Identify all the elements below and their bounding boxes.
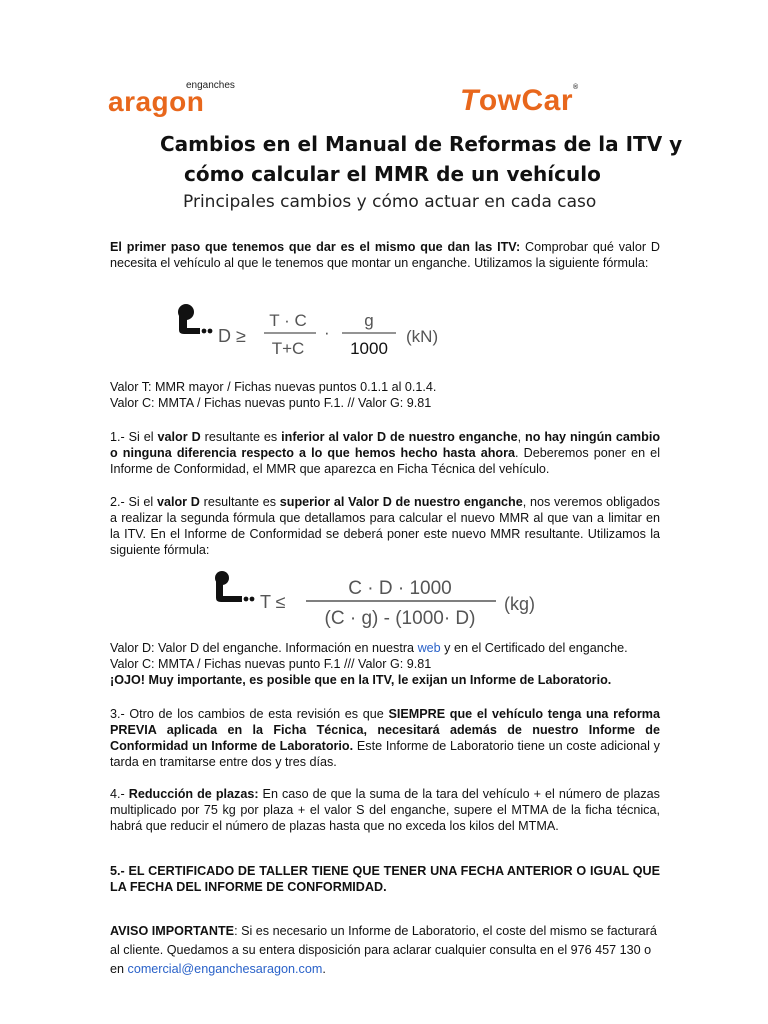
point-1-text-3: , bbox=[517, 430, 526, 444]
point-1-paragraph bbox=[110, 429, 660, 477]
title-line-1: Cambios en el Manual de Reformas de la ITV y bbox=[160, 132, 683, 156]
towcar-registered-mark: ® bbox=[573, 84, 579, 91]
point-1-bold-1: valor D bbox=[157, 430, 201, 444]
formula1-unit: (kN) bbox=[406, 327, 439, 346]
notice-paragraph bbox=[110, 922, 660, 979]
point-2-text-3: , nos veremos obligados a realizar la segunda fórmula que detallamos para calcular el nuevo MMR al que van a limitar en la ITV. En el Informe de Conformidad se deberá poner este nuevo MMR resultante. Utilizamos la siguiente fórmula: bbox=[110, 495, 660, 557]
tow-hitch-icon bbox=[215, 571, 254, 602]
values-2-line-1-pre: Valor D: Valor D del enganche. Información en nuestra bbox=[110, 641, 418, 655]
point-4-paragraph bbox=[110, 786, 660, 834]
point-4-bold-1: Reducción de plazas: bbox=[128, 787, 259, 801]
web-link[interactable]: web bbox=[417, 641, 441, 655]
point-4-text-2: En caso de que la suma de la tara del vehículo + el número de plazas multiplicado por 75 kg por plaza + el valor S del enganche, supere el MTMA de la ficha técnica, habrá que reducir el número de plazas hasta que no exceda los kilos del MTMA. bbox=[110, 787, 660, 833]
intro-bold: El primer paso que tenemos que dar es el mismo que dan las ITV: bbox=[110, 240, 521, 254]
formula-d-value bbox=[170, 300, 460, 366]
point-3-text-1: 3.- Otro de los cambios de esta revisión es que bbox=[110, 707, 389, 721]
aragon-logo-wordmark: aragon bbox=[108, 86, 205, 117]
values-2 bbox=[110, 640, 660, 688]
point-2-text-1: 2.- Si el bbox=[110, 495, 157, 509]
notice-text: : Si es necesario un Informe de Laboratorio, el coste del mismo se facturará al cliente. Quedamos a su entera disposición para aclarar cualquier consulta en el 976 457 130 o en bbox=[110, 924, 657, 976]
towcar-logo-initial: T bbox=[460, 84, 479, 117]
point-2-bold-1: valor D bbox=[156, 495, 200, 509]
formula1-denominator-2: 1000 bbox=[350, 339, 388, 358]
email-link[interactable]: comercial@enganchesaragon.com bbox=[127, 962, 323, 976]
point-1-bold-2: inferior al valor D de nuestro enganche bbox=[281, 430, 518, 444]
values-2-line-1-post: y en el Certificado del enganche. bbox=[440, 641, 628, 655]
towcar-logo bbox=[460, 84, 579, 118]
formula2-unit: (kg) bbox=[504, 594, 535, 614]
notice-bold: AVISO IMPORTANTE bbox=[110, 924, 235, 938]
formula2-numerator: C · D · 1000 bbox=[348, 578, 452, 599]
intro-paragraph bbox=[110, 239, 660, 271]
tow-hitch-icon bbox=[178, 304, 212, 334]
point-2-bold-2: superior al Valor D de nuestro enganche bbox=[279, 495, 523, 509]
formula1-numerator-1: T · C bbox=[269, 311, 307, 330]
point-3-paragraph bbox=[110, 706, 660, 770]
formula2-denominator: (C · g) - (1000· D) bbox=[324, 608, 476, 629]
point-4-text-1: 4.- bbox=[110, 787, 129, 801]
point-2-paragraph bbox=[110, 494, 660, 558]
formula-mmr-value bbox=[208, 566, 568, 632]
towcar-logo-wordmark: owCar bbox=[478, 84, 574, 117]
intro-text: Comprobar qué valor D necesita el vehículo al que le tenemos que montar un enganche. Utilizamos la siguiente fórmula: bbox=[110, 240, 660, 270]
formula1-denominator-1: T+C bbox=[271, 339, 305, 358]
point-1-text-2: resultante es bbox=[200, 430, 282, 444]
values-1 bbox=[110, 379, 660, 411]
values-1-line-1: Valor T: MMR mayor / Fichas nuevas puntos 0.1.1 al 0.1.4. bbox=[110, 380, 437, 394]
point-5-paragraph: 5.- EL CERTIFICADO DE TALLER TIENE QUE TENER UNA FECHA ANTERIOR O IGUAL QUE LA FECHA DEL INFORME DE CONFORMIDAD. bbox=[110, 864, 660, 894]
formula2-lhs: T ≤ bbox=[260, 592, 286, 612]
aragon-logo-subtitle: enganches bbox=[186, 80, 235, 91]
values-2-line-1 bbox=[110, 640, 660, 656]
notice-end: . bbox=[322, 962, 326, 976]
point-1-text-1: 1.- Si el bbox=[110, 430, 158, 444]
values-2-line-2: Valor C: MMTA / Fichas nuevas punto F.1 /// Valor G: 9.81 bbox=[110, 657, 432, 671]
point-1-text-4: . Deberemos poner en el Informe de Conformidad, el MMR que aparezca en Ficha Técnica del vehículo. bbox=[110, 446, 660, 476]
formula1-dot: · bbox=[324, 323, 330, 342]
subtitle: Principales cambios y cómo actuar en cada caso bbox=[183, 192, 597, 212]
title-line-2: cómo calcular el MMR de un vehículo bbox=[184, 162, 601, 186]
values-1-line-2: Valor C: MMTA / Fichas nuevas punto F.1. // Valor G: 9.81 bbox=[110, 396, 432, 410]
point-1-bold-3: no hay ningún cambio o ninguna diferencia respecto a lo que hemos hecho hasta ahora bbox=[110, 430, 661, 460]
point-2-text-2: resultante es bbox=[199, 495, 280, 509]
aragon-logo bbox=[108, 80, 258, 120]
laboratory-warning: ¡OJO! Muy importante, es posible que en la ITV, le exijan un Informe de Laboratorio. bbox=[110, 673, 612, 687]
formula1-numerator-2: g bbox=[364, 311, 374, 330]
point-3-bold-1: SIEMPRE que el vehículo tenga una reforma PREVIA aplicada en la Ficha Técnica, necesitará además de nuestro Informe de Conformidad un Informe de Laboratorio. bbox=[110, 707, 661, 753]
point-3-text-2: Este Informe de Laboratorio tiene un coste adicional y tarda en tramitarse entre dos y tres días. bbox=[110, 739, 660, 769]
formula1-lhs: D ≥ bbox=[218, 326, 246, 346]
